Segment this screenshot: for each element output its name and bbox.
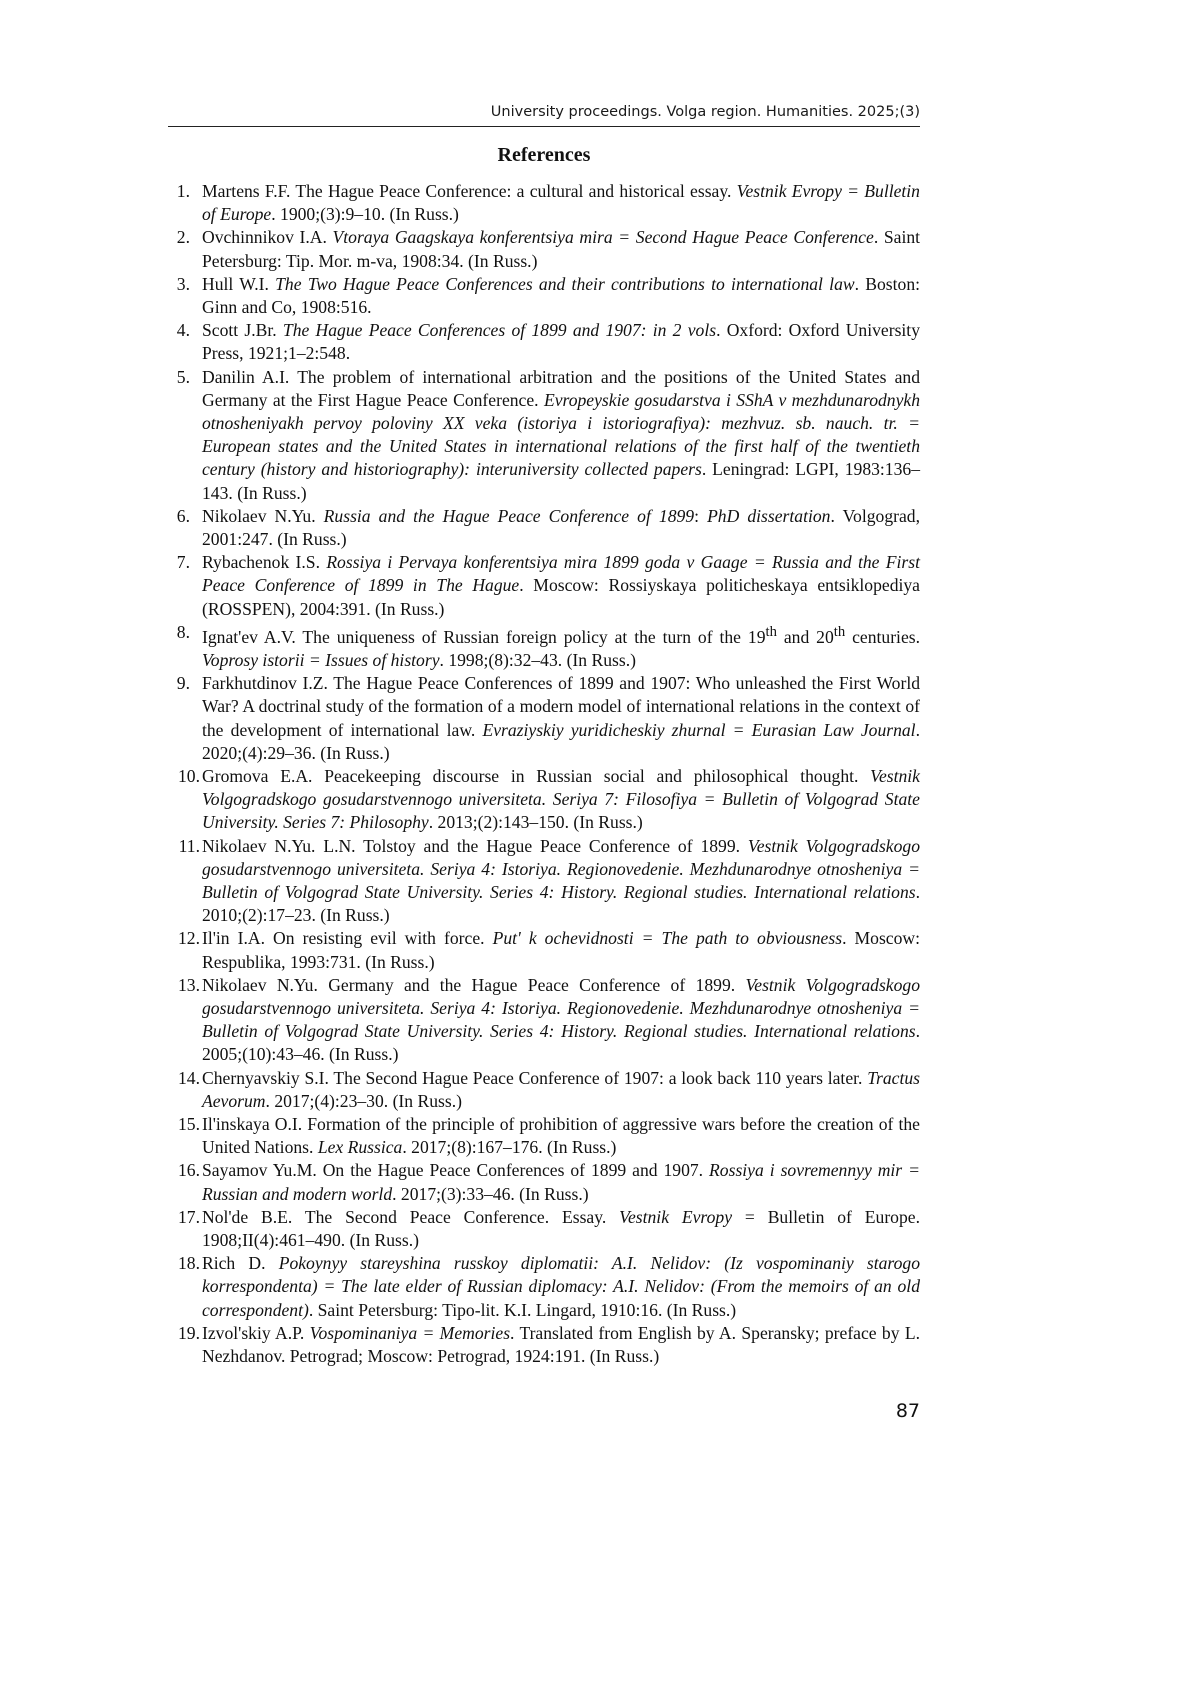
reference-italic-text: Lex Russica [317, 1137, 403, 1158]
reference-italic-text: The Hague Peace Conferences of 1899 and 1907: in 2 vols [282, 320, 717, 341]
reference-text: . Moscow: Respublika, 1993:731. (In Russ.) [202, 928, 920, 972]
reference-text: . 2010;(2):17–23. (In Russ.) [202, 881, 920, 926]
reference-number: 9. [176, 673, 190, 694]
reference-item [168, 1252, 920, 1322]
reference-text: Martens F.F. The Hague Peace Conference: a cultural and historical essay. [202, 181, 737, 201]
reference-text: . 1998;(8):32–43. (In Russ.) [439, 649, 636, 670]
references-title: References [497, 144, 591, 166]
reference-italic-text: Vestnik Volgogradskogo gosudarstvennogo universiteta. Seriya 4: Istoriya. Regionovedenie. Mezhdunarodnye otnosheniya = Bulletin of Volgograd State University. Series 4: History. Regional studies. International relations [202, 835, 921, 902]
reference-number: 16. [178, 1160, 200, 1181]
reference-italic-text: Pokoynyy stareyshina russkoy diplomatii: A.I. Nelidov: (Iz vospominaniy starogo korrespondenta) = The late elder of Russian diplomacy: A.I. Nelidov: (From the memoirs of an old correspondent) [202, 1253, 920, 1320]
reference-number: 14. [178, 1067, 200, 1088]
reference-item [168, 765, 920, 835]
header-rule [168, 126, 920, 127]
reference-italic-text: Tractus Aevorum [202, 1067, 920, 1111]
reference-text: . 2013;(2):143–150. (In Russ.) [428, 812, 643, 833]
reference-text: and 20 [776, 626, 834, 647]
reference-number: 8. [176, 621, 190, 642]
reference-item [168, 621, 920, 672]
reference-text: Hull W.I. [202, 273, 276, 294]
reference-number: 18. [178, 1253, 200, 1274]
reference-number: 19. [178, 1322, 200, 1343]
reference-number: 11. [178, 835, 200, 856]
reference-item [168, 974, 920, 1067]
reference-item [168, 1159, 920, 1205]
reference-italic-text: The Two Hague Peace Conferences and their contributions to international law [275, 273, 855, 294]
reference-item [168, 319, 920, 365]
reference-list [168, 180, 920, 1368]
reference-number: 17. [178, 1206, 200, 1227]
reference-item [168, 273, 920, 319]
reference-italic-text: Russia and the Hague Peace Conference of 1899 [323, 505, 695, 526]
reference-text: Chernyavskiy S.I. The Second Hague Peace Conference of 1907: a look back 110 years later. [202, 1067, 868, 1088]
reference-text: Nikolaev N.Yu. [202, 505, 324, 526]
reference-italic-text: Evraziyskiy yuridicheskiy zhurnal = Eurasian Law Journal [482, 719, 916, 740]
reference-number: 10. [178, 765, 200, 786]
reference-text: = Bulletin of Europe. 1908;II(4):461–490. (In Russ.) [202, 1206, 920, 1250]
reference-item [168, 1206, 920, 1252]
reference-item [168, 1322, 920, 1368]
reference-text: Ignat'ev A.V. The uniqueness of Russian foreign policy at the turn of the 19 [202, 626, 766, 647]
reference-item [168, 226, 920, 272]
reference-italic-text: Vospominaniya = Memories [309, 1322, 511, 1343]
reference-text: . Moscow: Rossiyskaya politicheskaya entsiklopediya (ROSSPEN), 2004:391. (In Russ.) [202, 575, 920, 619]
reference-italic-text: Rossiya i Pervaya konferentsiya mira 1899 goda v Gaage = Russia and the First Peace Conference of 1899 in The Hague [202, 552, 920, 596]
reference-text: Izvol'skiy A.P. [202, 1322, 310, 1343]
reference-number: 12. [178, 928, 200, 949]
reference-item [168, 672, 920, 765]
reference-text: th [765, 623, 777, 640]
reference-text: . Boston: Ginn and Co, 1908:516. [202, 273, 921, 318]
reference-item [168, 366, 920, 505]
reference-text: . Translated from English by A. Speransky; preface by L. Nezhdanov. Petrograd; Moscow: Petrograd, 1924:191. (In Russ.) [202, 1322, 920, 1367]
reference-text: . 2005;(10):43–46. (In Russ.) [202, 1021, 920, 1065]
reference-text: Il'inskaya O.I. Formation of the principle of prohibition of aggressive wars before the creation of the United Nations. [202, 1113, 920, 1158]
reference-item [168, 551, 920, 621]
reference-italic-text: PhD dissertation [707, 505, 831, 526]
reference-item [168, 1113, 920, 1159]
reference-italic-text: Voprosy istorii = Issues of history [202, 649, 440, 670]
reference-item [168, 1067, 920, 1113]
reference-text: . Saint Petersburg: Tip. Mor. m-va, 1908:34. (In Russ.) [202, 227, 921, 271]
reference-italic-text: Vestnik Volgogradskogo gosudarstvennogo universiteta. Seriya 7: Filosofiya = Bulletin of Volgograd State University. Series 7: Philosophy [202, 765, 920, 833]
reference-number: 3. [176, 273, 190, 294]
reference-text: Danilin A.I. The problem of international arbitration and the positions of the United States and Germany at the First Hague Peace Conference. [202, 366, 920, 410]
reference-item [168, 927, 920, 973]
running-head: University proceedings. Volga region. Humanities. 2025;(3) [490, 104, 920, 120]
reference-number: 5. [176, 366, 190, 387]
reference-number: 15. [178, 1113, 200, 1134]
reference-number: 13. [178, 974, 200, 995]
reference-italic-text: Vestnik Volgogradskogo gosudarstvennogo universiteta. Seriya 4: Istoriya. Regionovedenie. Mezhdunarodnye otnosheniya = Bulletin of Volgograd State University. Series 4: History. Regional studies. International relations [202, 974, 920, 1042]
reference-text: Nikolaev N.Yu. L.N. Tolstoy and the Hague Peace Conference of 1899. [202, 835, 748, 856]
reference-text: Gromova E.A. Peacekeeping discourse in Russian social and philosophical thought. [202, 765, 871, 786]
reference-text: . 2017;(4):23–30. (In Russ.) [265, 1090, 462, 1111]
reference-number: 7. [176, 552, 190, 573]
reference-italic-text: Evropeyskie gosudarstva i SShA v mezhdunarodnykh otnosheniyakh pervoy poloviny XX veka (istoriya i istoriografiya): mezhvuz. sb. nauch. tr. = European states and the United States in international relations of the first half of the twentieth century (history and historiography): interuniversity collected papers [202, 389, 921, 480]
reference-item [168, 835, 920, 928]
reference-text: th [833, 623, 846, 640]
reference-number: 4. [176, 320, 190, 341]
reference-number: 1. [176, 181, 190, 201]
reference-number: 6. [176, 505, 190, 526]
reference-text: . Volgograd, 2001:247. (In Russ.) [202, 505, 920, 550]
reference-item [168, 505, 920, 551]
reference-text: . 2020;(4):29–36. (In Russ.) [202, 719, 920, 763]
reference-text: Nol'de B.E. The Second Peace Conference. Essay. [202, 1206, 620, 1227]
reference-italic-text: Put' k ochevidnosti = The path to obviousness [492, 928, 843, 949]
reference-italic-text: Vestnik Evropy [619, 1206, 733, 1227]
reference-italic-text: Vestnik Evropy = Bulletin of Europe [202, 181, 920, 225]
reference-text: . 1900;(3):9–10. (In Russ.) [271, 204, 459, 225]
reference-italic-text: Vtoraya Gaagskaya konferentsiya mira = Second Hague Peace Conference [332, 227, 874, 248]
page-number: 87 [895, 1400, 920, 1422]
reference-text: centuries. [845, 626, 920, 647]
reference-text: . Oxford: Oxford University Press, 1921;1–2:548. [202, 320, 920, 364]
reference-text: . Leningrad: LGPI, 1983:136–143. (In Russ.) [202, 459, 920, 503]
reference-text: Rybachenok I.S. [202, 552, 327, 573]
reference-text: . 2017;(8):167–176. (In Russ.) [402, 1137, 617, 1158]
reference-text: Sayamov Yu.M. On the Hague Peace Conferences of 1899 and 1907. [202, 1160, 710, 1181]
reference-text: Nikolaev N.Yu. Germany and the Hague Peace Conference of 1899. [202, 974, 746, 995]
reference-text: . 2017;(3):33–46. (In Russ.) [392, 1183, 589, 1204]
reference-text: Il'in I.A. On resisting evil with force. [202, 928, 493, 949]
reference-text: Scott J.Br. [202, 320, 283, 341]
reference-text: Farkhutdinov I.Z. The Hague Peace Conferences of 1899 and 1907: Who unleashed the First World War? A doctrinal study of the formation of a modern model of international relations in the context of the development of international law. [202, 673, 920, 740]
reference-text: Rich D. [202, 1253, 279, 1274]
reference-text: . Saint Petersburg: Tipo-lit. K.I. Lingard, 1910:16. (In Russ.) [308, 1299, 737, 1320]
reference-text: Ovchinnikov I.A. [202, 227, 333, 248]
reference-item [168, 180, 920, 226]
reference-italic-text: Rossiya i sovremennyy mir = Russian and modern world [202, 1160, 920, 1204]
reference-text: : [694, 505, 708, 526]
reference-number: 2. [176, 227, 190, 248]
